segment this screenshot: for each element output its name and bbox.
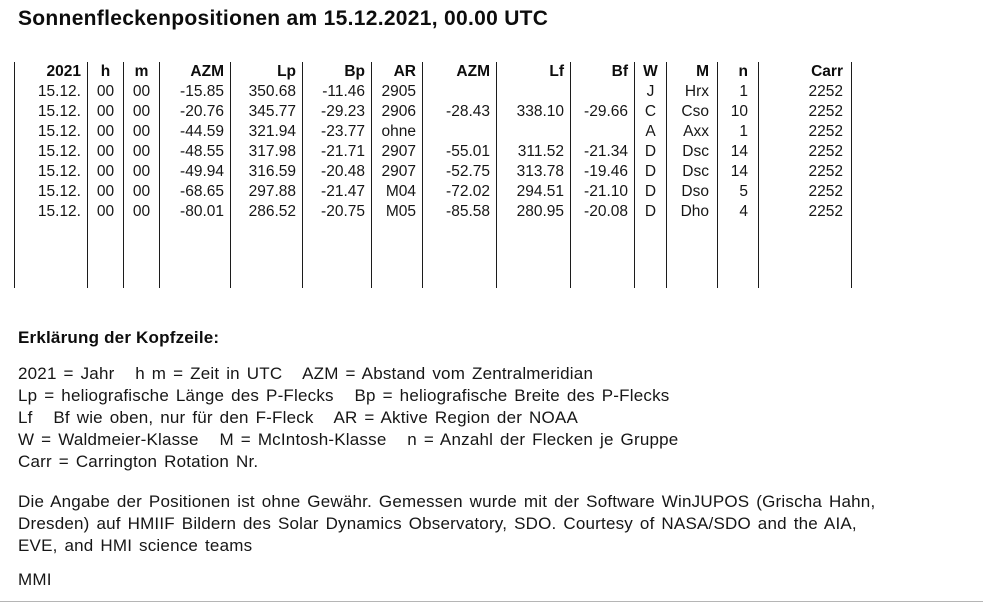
table-cell: -21.71: [303, 142, 372, 162]
table-cell: ohne: [372, 122, 423, 142]
table-cell: 2252: [759, 102, 852, 122]
column-header: M: [667, 62, 718, 82]
column-header: h: [88, 62, 124, 82]
table-cell: 15.12.: [15, 202, 88, 222]
table-cell: [571, 122, 635, 142]
column-header: W: [635, 62, 667, 82]
table-cell: 316.59: [231, 162, 303, 182]
table-cell: 15.12.: [15, 82, 88, 102]
table-row: [15, 142, 852, 162]
table-cell: 297.88: [231, 182, 303, 202]
empty-cell: [88, 222, 124, 288]
column-header: Lf: [497, 62, 571, 82]
table-cell: 2252: [759, 122, 852, 142]
table-cell: Hrx: [667, 82, 718, 102]
empty-cell: [667, 222, 718, 288]
empty-cell: [759, 222, 852, 288]
table-cell: Dsc: [667, 142, 718, 162]
table-cell: 2906: [372, 102, 423, 122]
table-cell: -85.58: [423, 202, 497, 222]
table-cell: 2907: [372, 142, 423, 162]
table-cell: 294.51: [497, 182, 571, 202]
table-cell: 15.12.: [15, 162, 88, 182]
table-cell: Axx: [667, 122, 718, 142]
empty-cell: [15, 222, 88, 288]
table-cell: 321.94: [231, 122, 303, 142]
table-cell: 00: [88, 82, 124, 102]
table-cell: [423, 82, 497, 102]
table-cell: -29.66: [571, 102, 635, 122]
table-cell: 2252: [759, 142, 852, 162]
column-header: m: [124, 62, 160, 82]
explanation-line: Carr = Carrington Rotation Nr.: [18, 452, 259, 471]
table-cell: -72.02: [423, 182, 497, 202]
table-cell: 345.77: [231, 102, 303, 122]
table-cell: 311.52: [497, 142, 571, 162]
table-cell: -44.59: [160, 122, 231, 142]
column-header: n: [718, 62, 759, 82]
explanation-line: W = Waldmeier-Klasse M = McIntosh-Klasse n = Anzahl der Flecken je Gruppe: [18, 430, 679, 449]
column-header: Lp: [231, 62, 303, 82]
explanation-heading: Erklärung der Kopfzeile:: [18, 328, 220, 347]
column-header: Carr: [759, 62, 852, 82]
explanation-line: 2021 = Jahr h m = Zeit in UTC AZM = Abstand vom Zentralmeridian: [18, 364, 594, 383]
table-cell: 00: [88, 202, 124, 222]
table-cell: 1: [718, 82, 759, 102]
disclaimer-line: Die Angabe der Positionen ist ohne Gewähr. Gemessen wurde mit der Software WinJUPOS (Grischa Hahn,: [18, 492, 876, 511]
table-cell: M04: [372, 182, 423, 202]
sunspot-table: [14, 62, 852, 288]
table-cell: 15.12.: [15, 182, 88, 202]
empty-cell: [497, 222, 571, 288]
table-cell: 00: [124, 162, 160, 182]
table-cell: Dho: [667, 202, 718, 222]
table-cell: -29.23: [303, 102, 372, 122]
table-cell: 1: [718, 122, 759, 142]
table-cell: 286.52: [231, 202, 303, 222]
table-cell: [497, 82, 571, 102]
table-cell: 2252: [759, 162, 852, 182]
table-cell: 4: [718, 202, 759, 222]
table-cell: 313.78: [497, 162, 571, 182]
table-cell: 00: [124, 82, 160, 102]
table-cell: 00: [88, 122, 124, 142]
table-cell: 5: [718, 182, 759, 202]
table-cell: -68.65: [160, 182, 231, 202]
table-cell: M05: [372, 202, 423, 222]
table-header-row: [15, 62, 852, 82]
table-cell: Dsc: [667, 162, 718, 182]
table-cell: D: [635, 142, 667, 162]
table-cell: -20.75: [303, 202, 372, 222]
table-cell: -55.01: [423, 142, 497, 162]
table-cell: 00: [124, 202, 160, 222]
author-initials: MMI: [18, 570, 52, 589]
table-cell: -11.46: [303, 82, 372, 102]
table-cell: -15.85: [160, 82, 231, 102]
table-cell: 2252: [759, 182, 852, 202]
table-cell: 00: [124, 142, 160, 162]
table-cell: [497, 122, 571, 142]
table-cell: Cso: [667, 102, 718, 122]
table-row: [15, 102, 852, 122]
disclaimer-line: Dresden) auf HMIIF Bildern des Solar Dynamics Observatory, SDO. Courtesy of NASA/SDO and the AIA,: [18, 514, 857, 533]
table-cell: -20.48: [303, 162, 372, 182]
table-row: [15, 162, 852, 182]
table-cell: -21.10: [571, 182, 635, 202]
explanation-line: Lf Bf wie oben, nur für den F-Fleck AR = Aktive Region der NOAA: [18, 408, 578, 427]
table-row: [15, 202, 852, 222]
column-header: 2021: [15, 62, 88, 82]
table-row: [15, 122, 852, 142]
table-cell: 00: [88, 162, 124, 182]
disclaimer-text: [18, 491, 875, 557]
column-header: Bp: [303, 62, 372, 82]
table-cell: 00: [124, 102, 160, 122]
table-cell: 338.10: [497, 102, 571, 122]
empty-cell: [160, 222, 231, 288]
table-cell: 00: [88, 182, 124, 202]
table-cell: 10: [718, 102, 759, 122]
table-cell: -80.01: [160, 202, 231, 222]
table-cell: 15.12.: [15, 122, 88, 142]
table-cell: [571, 82, 635, 102]
table-filler-row: [15, 222, 852, 288]
table-cell: D: [635, 162, 667, 182]
table-cell: D: [635, 182, 667, 202]
empty-cell: [635, 222, 667, 288]
table-cell: 15.12.: [15, 142, 88, 162]
table-cell: 14: [718, 142, 759, 162]
table-row: [15, 182, 852, 202]
table-cell: 280.95: [497, 202, 571, 222]
table-cell: 00: [88, 142, 124, 162]
table-cell: A: [635, 122, 667, 142]
table-cell: C: [635, 102, 667, 122]
explanation-line: Lp = heliografische Länge des P-Flecks Bp = heliografische Breite des P-Flecks: [18, 386, 670, 405]
table-cell: 00: [124, 122, 160, 142]
table-cell: 2252: [759, 82, 852, 102]
table-cell: 15.12.: [15, 102, 88, 122]
empty-cell: [124, 222, 160, 288]
empty-cell: [423, 222, 497, 288]
page-title: Sonnenfleckenpositionen am 15.12.2021, 00.00 UTC: [18, 7, 549, 30]
table-cell: 2252: [759, 202, 852, 222]
table-cell: 00: [88, 102, 124, 122]
table-cell: Dso: [667, 182, 718, 202]
table-cell: -28.43: [423, 102, 497, 122]
table-cell: 350.68: [231, 82, 303, 102]
column-header: AZM: [423, 62, 497, 82]
table-cell: -21.47: [303, 182, 372, 202]
table-cell: -48.55: [160, 142, 231, 162]
table-cell: -49.94: [160, 162, 231, 182]
table-cell: -23.77: [303, 122, 372, 142]
column-header: AZM: [160, 62, 231, 82]
table-cell: -20.76: [160, 102, 231, 122]
table-cell: 14: [718, 162, 759, 182]
table-cell: -52.75: [423, 162, 497, 182]
table-cell: -21.34: [571, 142, 635, 162]
column-header: AR: [372, 62, 423, 82]
empty-cell: [718, 222, 759, 288]
table-row: [15, 82, 852, 102]
explanation-text: [18, 363, 678, 473]
disclaimer-line: EVE, and HMI science teams: [18, 536, 253, 555]
column-header: Bf: [571, 62, 635, 82]
table-cell: D: [635, 202, 667, 222]
table-cell: -19.46: [571, 162, 635, 182]
table-cell: J: [635, 82, 667, 102]
empty-cell: [231, 222, 303, 288]
table-cell: 317.98: [231, 142, 303, 162]
table-cell: [423, 122, 497, 142]
table-cell: 00: [124, 182, 160, 202]
empty-cell: [303, 222, 372, 288]
table-cell: -20.08: [571, 202, 635, 222]
empty-cell: [571, 222, 635, 288]
empty-cell: [372, 222, 423, 288]
table-cell: 2907: [372, 162, 423, 182]
table-cell: 2905: [372, 82, 423, 102]
